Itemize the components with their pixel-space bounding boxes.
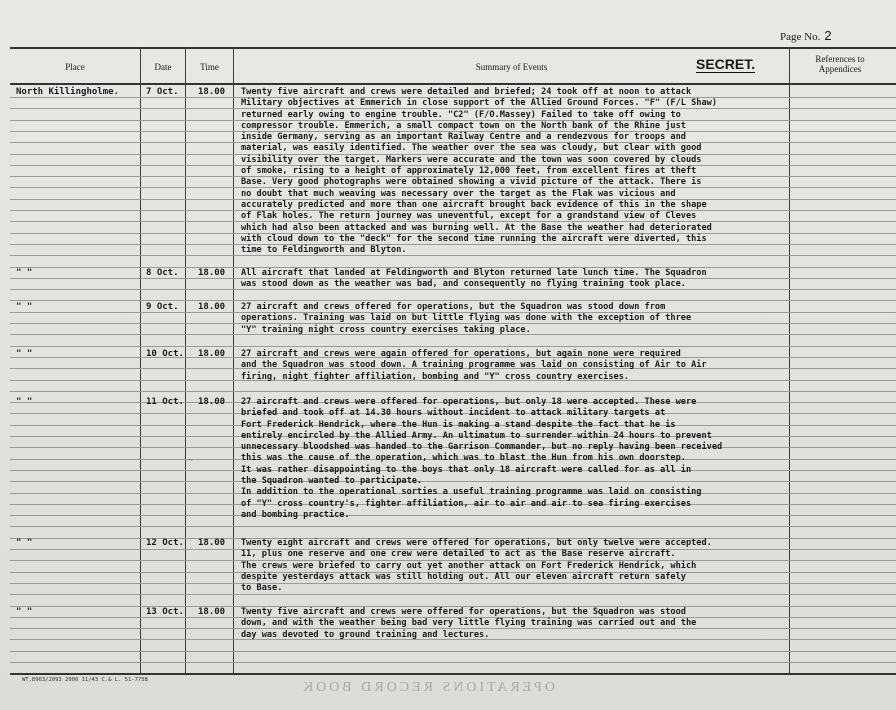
entry-summary	[241, 87, 787, 256]
summary-line: returned early owing to engine trouble. "C2" (F/O.Massey) Failed to take off owing to	[241, 109, 681, 120]
entry-summary	[241, 302, 787, 336]
bleed-through-text: OPERATIONS RECORD BOOK	[300, 680, 556, 695]
page-number-value: 2	[824, 28, 832, 43]
page-number	[780, 28, 832, 43]
summary-line: and the Squadron was stood down. A training programme was laid on consisting of Air to Air	[241, 360, 707, 371]
summary-line: this was the cause of the operation, which was to blast the Hun from his own doorstep.	[241, 453, 686, 464]
summary-line: visibility over the target. Markers were accurate and the town was soon covered by clouds	[241, 154, 702, 165]
summary-line: material, was easily identified. The weather over the sea was cloudy, but clear with good	[241, 143, 702, 154]
col-header-summary: Summary of Events	[475, 62, 548, 72]
summary-line: "Y" training night cross country exercises taking place.	[241, 324, 531, 335]
summary-line: which had also been attacked and was burning well. At the Base the weather had deteriorated	[241, 222, 712, 233]
col-header-references: References to Appendices	[815, 54, 865, 74]
summary-line: of smoke, rising to a height of approximately 12,000 feet, from excellent fires at theft	[241, 166, 697, 177]
summary-line: accurately predicted and more than one aircraft brought back evidence of this in the shape	[241, 199, 707, 210]
entry-time: 18.00	[198, 349, 226, 359]
entry-date: 12 Oct.	[146, 538, 184, 548]
ruled-line	[10, 526, 896, 527]
summary-line: The crews were briefed to carry out yet another attack on Fort Frederick Hendrick, which	[241, 560, 697, 571]
summary-line: was stood down as the weather was bad, and consequently no flying training took place.	[241, 279, 686, 290]
entry-place: " "	[16, 268, 33, 278]
summary-line: Twenty eight aircraft and crews were offered for operations, but only twelve were accepted.	[241, 538, 712, 548]
margin-annotation: ~	[188, 455, 193, 465]
summary-line: 27 aircraft and crews were offered for operations, but only 18 were accepted. These were	[241, 397, 697, 407]
entry-summary	[241, 607, 787, 641]
summary-line: day was devoted to ground training and lectures.	[241, 629, 490, 640]
summary-line: time to Feldingworth and Blyton.	[241, 245, 407, 256]
col-header-place: Place	[65, 62, 85, 72]
summary-line: inside Germany, serving as an important Railway Centre and a rendezvous for troops and	[241, 132, 686, 143]
entry-time: 18.00	[198, 607, 226, 617]
entry-place: " "	[16, 397, 33, 407]
summary-line: of Flak holes. The return journey was uneventful, except for a grandstand view of Cleves	[241, 211, 697, 222]
summary-line: unnecessary bloodshed was handed to the Garrison Commander, but no reply having been received	[241, 442, 723, 453]
entry-date: 7 Oct.	[146, 87, 179, 97]
summary-line: to Base.	[241, 583, 283, 594]
entry-place: " "	[16, 607, 33, 617]
summary-line: entirely encircled by the Allied Army. An ultimatum to surrender within 24 hours to prevent	[241, 430, 712, 441]
entry-date: 8 Oct.	[146, 268, 179, 278]
page-label: Page No.	[780, 31, 821, 43]
entry-summary	[241, 268, 787, 291]
summary-line: the Squadron wanted to participate.	[241, 476, 423, 487]
secret-stamp: SECRET.	[696, 56, 756, 72]
summary-line: Base. Very good photographs were obtained showing a vivid picture of the attack. There is	[241, 177, 702, 188]
ruled-line	[10, 651, 896, 652]
ruled-line	[10, 662, 896, 663]
ruled-line	[10, 391, 896, 392]
summary-line: In addition to the operational sorties a useful training programme was laid on consisting	[241, 487, 702, 498]
summary-line: 11, plus one reserve and one crew were detailed to act as the Base reserve aircraft.	[241, 549, 676, 560]
col-header-date: Date	[154, 62, 172, 72]
entry-time: 18.00	[198, 538, 226, 548]
ruled-line	[10, 300, 896, 301]
summary-line: briefed and took off at 14.30 hours without incident to attack military targets at	[241, 408, 666, 419]
entry-summary	[241, 349, 787, 383]
summary-line: no doubt that much weaving was necessary over the target as the Flak was vicious and	[241, 188, 676, 199]
entry-time: 18.00	[198, 397, 226, 407]
summary-line: operations. Training was laid on but little flying was done with the exception of three	[241, 313, 692, 324]
summary-line: despite yesterdays attack was still holding out. All our eleven aircraft return safely	[241, 571, 686, 582]
summary-line: and bombing practice.	[241, 509, 350, 520]
header-top-rule	[10, 47, 896, 49]
ruled-line	[10, 346, 896, 347]
entry-date: 9 Oct.	[146, 302, 179, 312]
bottom-rule	[10, 673, 896, 675]
entry-summary	[241, 397, 787, 521]
summary-line: down, and with the weather being bad very little flying training was carried out and the	[241, 618, 697, 629]
summary-line: Twenty five aircraft and crews were offered for operations, but the Squadron was stood	[241, 607, 686, 617]
summary-line: 27 aircraft and crews offered for operations, but the Squadron was stood down from	[241, 302, 666, 312]
summary-line: with cloud down to the "deck" for the second time running the aircraft were diverted, this	[241, 233, 707, 244]
entry-date: 11 Oct.	[146, 397, 184, 407]
entry-place: " "	[16, 302, 33, 312]
entry-date: 13 Oct.	[146, 607, 184, 617]
summary-line: It was rather disappointing to the boys that only 18 aircraft were called for as all in	[241, 464, 692, 475]
summary-line: firing, night fighter affiliation, bombing and "Y" cross country exercises.	[241, 371, 630, 382]
summary-line: 27 aircraft and crews were again offered for operations, but again none were required	[241, 349, 681, 359]
entry-place: " "	[16, 349, 33, 359]
entry-time: 18.00	[198, 268, 226, 278]
entry-time: 18.00	[198, 302, 226, 312]
summary-line: All aircraft that landed at Feldingworth and Blyton returned late lunch time. The Squadron	[241, 268, 707, 278]
entry-place: North Killingholme.	[16, 87, 119, 97]
summary-line: Military objectives at Emmerich in close support of the Allied Ground Forces. "F" (F/L Shaw)	[241, 98, 717, 109]
entry-time: 18.00	[198, 87, 226, 97]
entry-summary	[241, 538, 787, 594]
summary-line: compressor trouble. Emmerich, a small compact town on the North bank of the Rhine just	[241, 120, 686, 131]
col-header-time: Time	[200, 62, 219, 72]
summary-line: Fort Frederick Hendrick, where the Hun is making a stand despite the fact that he is	[241, 419, 676, 430]
header-bottom-rule	[10, 83, 896, 85]
entry-date: 10 Oct.	[146, 349, 184, 359]
printer-imprint: WT.8963/2093 2000 11/43 C.& L. 51-7758	[22, 677, 148, 683]
summary-line: of "Y" cross country's, fighter affiliation, air to air and air to sea firing exercises	[241, 498, 692, 509]
entry-place: " "	[16, 538, 33, 548]
summary-line: Twenty five aircraft and crews were detailed and briefed; 24 took off at noon to attack	[241, 87, 692, 97]
